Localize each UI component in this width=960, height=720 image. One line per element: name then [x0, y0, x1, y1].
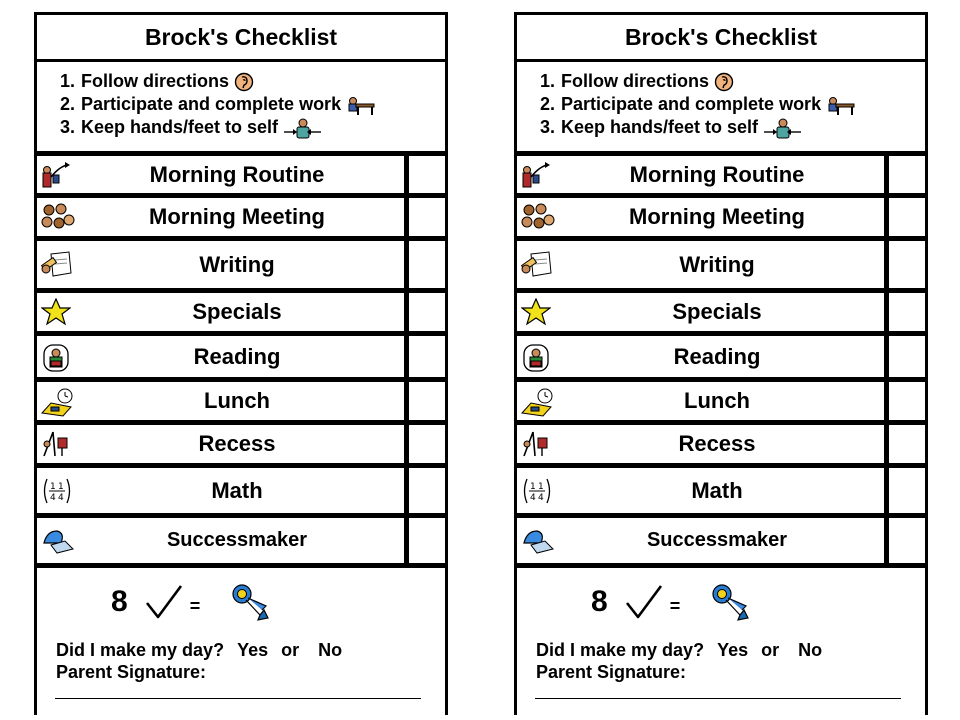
activity-row [37, 151, 445, 193]
or-text: or [761, 640, 780, 660]
activity-checkbox[interactable] [884, 425, 925, 463]
group-circle-icon [521, 203, 551, 231]
award-ribbon-icon [708, 582, 752, 622]
activity-label: Writing [199, 251, 275, 277]
rule-text: Participate and complete work [81, 94, 342, 115]
svg-text:1: 1 [538, 481, 544, 492]
playground-icon [521, 430, 551, 458]
goal-line [591, 582, 752, 622]
signature-label: Parent Signature: [536, 662, 687, 682]
rule-number: 1. [59, 71, 75, 91]
checklist-title: Brock's Checklist [37, 15, 445, 62]
goal-count: 8 [111, 585, 128, 618]
award-ribbon-icon [228, 582, 272, 622]
listening-ear-icon [234, 71, 254, 93]
star-icon [521, 298, 551, 326]
playground-icon [41, 430, 71, 458]
lunch-tray-icon [41, 387, 71, 415]
make-my-day-question [56, 638, 342, 662]
activity-label: Reading [193, 343, 281, 369]
rule-number: 2. [59, 94, 75, 115]
signature-line[interactable] [55, 698, 421, 699]
activity-label: Writing [679, 251, 755, 277]
question-text: Did I make my day? [536, 640, 705, 660]
activity-label: Specials [672, 299, 762, 324]
rule-item [531, 93, 925, 116]
activity-checkbox[interactable] [884, 293, 925, 331]
rules-list [37, 62, 445, 151]
person-arrows-icon [763, 118, 803, 140]
pencil-paper-icon [41, 251, 71, 279]
rule-item [51, 70, 445, 93]
activity-row [37, 288, 445, 331]
rule-item [51, 116, 445, 139]
rule-number: 1. [539, 71, 555, 91]
computer-mouse-icon [41, 527, 71, 555]
group-circle-icon [41, 203, 71, 231]
activity-checkbox[interactable] [404, 382, 445, 420]
activity-row [517, 463, 925, 513]
question-text: Did I make my day? [56, 640, 225, 660]
activity-checkbox[interactable] [404, 198, 445, 236]
activity-label: Specials [192, 299, 282, 324]
activity-row [517, 420, 925, 463]
student-desk-icon [346, 96, 376, 116]
activity-label: Recess [678, 431, 756, 456]
activity-label: Lunch [684, 388, 750, 413]
activity-row [37, 377, 445, 420]
rules-list [517, 62, 925, 151]
activity-row [517, 151, 925, 193]
lunch-tray-icon [521, 387, 551, 415]
activity-label: Lunch [204, 388, 270, 413]
goal-line [111, 582, 272, 622]
checkmark-icon [624, 583, 664, 621]
checklist-title: Brock's Checklist [517, 15, 925, 62]
activity-checkbox[interactable] [404, 241, 445, 288]
activity-checkbox[interactable] [404, 468, 445, 513]
rule-text: Follow directions [561, 71, 710, 91]
rule-item [531, 116, 925, 139]
rule-text: Keep hands/feet to self [561, 117, 759, 138]
svg-text:4: 4 [58, 492, 64, 503]
activity-row [37, 331, 445, 377]
or-text: or [281, 640, 300, 660]
activity-label: Math [691, 477, 743, 503]
svg-text:4: 4 [538, 492, 544, 503]
checklist-card-right [514, 12, 928, 715]
footer [517, 563, 925, 715]
activity-label: Recess [198, 431, 276, 456]
pencil-paper-icon [521, 251, 551, 279]
activity-checkbox[interactable] [404, 425, 445, 463]
activity-row [37, 193, 445, 236]
person-arrows-icon [283, 118, 323, 140]
activity-row [517, 193, 925, 236]
no-option[interactable]: No [318, 640, 343, 660]
activity-checkbox[interactable] [884, 336, 925, 377]
activity-checkbox[interactable] [404, 336, 445, 377]
rule-item [51, 93, 445, 116]
activity-label: Successmaker [166, 529, 308, 551]
arrival-routine-icon [41, 161, 71, 189]
rule-number: 3. [59, 117, 75, 138]
activity-row [37, 463, 445, 513]
student-desk-icon [826, 96, 856, 116]
activity-checkbox[interactable] [884, 382, 925, 420]
math-fraction-icon [521, 477, 551, 505]
yes-option[interactable]: Yes [717, 640, 749, 660]
signature-line[interactable] [535, 698, 901, 699]
activity-checkbox[interactable] [404, 518, 445, 563]
activity-checkbox[interactable] [884, 468, 925, 513]
reading-person-icon [521, 343, 551, 371]
signature-label: Parent Signature: [56, 662, 207, 682]
activity-label: Math [211, 477, 263, 503]
arrival-routine-icon [521, 161, 551, 189]
math-fraction-icon [41, 477, 71, 505]
listening-ear-icon [714, 71, 734, 93]
equals-sign: = [669, 595, 681, 616]
rule-text: Participate and complete work [561, 94, 822, 115]
activity-row [517, 513, 925, 563]
activity-label: Reading [673, 343, 761, 369]
activity-row [37, 420, 445, 463]
rule-item [531, 70, 925, 93]
activity-checkbox[interactable] [884, 198, 925, 236]
checkmark-icon [144, 583, 184, 621]
activity-row [517, 377, 925, 420]
footer [37, 563, 445, 715]
goal-count: 8 [591, 585, 608, 618]
activity-checkbox[interactable] [884, 241, 925, 288]
activity-checkbox[interactable] [884, 518, 925, 563]
svg-text:4: 4 [50, 492, 56, 503]
svg-text:1: 1 [58, 481, 64, 492]
activity-row [517, 288, 925, 331]
activity-row [517, 331, 925, 377]
yes-option[interactable]: Yes [237, 640, 269, 660]
activity-label: Morning Meeting [149, 204, 325, 229]
star-icon [41, 298, 71, 326]
activity-checkbox[interactable] [404, 156, 445, 193]
equals-sign: = [189, 595, 201, 616]
svg-text:4: 4 [530, 492, 536, 503]
computer-mouse-icon [521, 527, 551, 555]
activity-row [517, 236, 925, 288]
svg-text:1: 1 [530, 481, 536, 492]
activity-row [37, 236, 445, 288]
make-my-day-question [536, 638, 822, 662]
reading-person-icon [41, 343, 71, 371]
rule-number: 3. [539, 117, 555, 138]
activity-checkbox[interactable] [884, 156, 925, 193]
activity-row [37, 513, 445, 563]
svg-text:1: 1 [50, 481, 56, 492]
no-option[interactable]: No [798, 640, 823, 660]
activity-label: Morning Routine [629, 161, 805, 187]
rule-text: Keep hands/feet to self [81, 117, 279, 138]
rule-number: 2. [539, 94, 555, 115]
checklist-card-left [34, 12, 448, 715]
rule-text: Follow directions [81, 71, 230, 91]
activity-label: Morning Meeting [629, 204, 805, 229]
activity-label: Successmaker [646, 529, 788, 551]
activity-checkbox[interactable] [404, 293, 445, 331]
activity-label: Morning Routine [149, 161, 325, 187]
